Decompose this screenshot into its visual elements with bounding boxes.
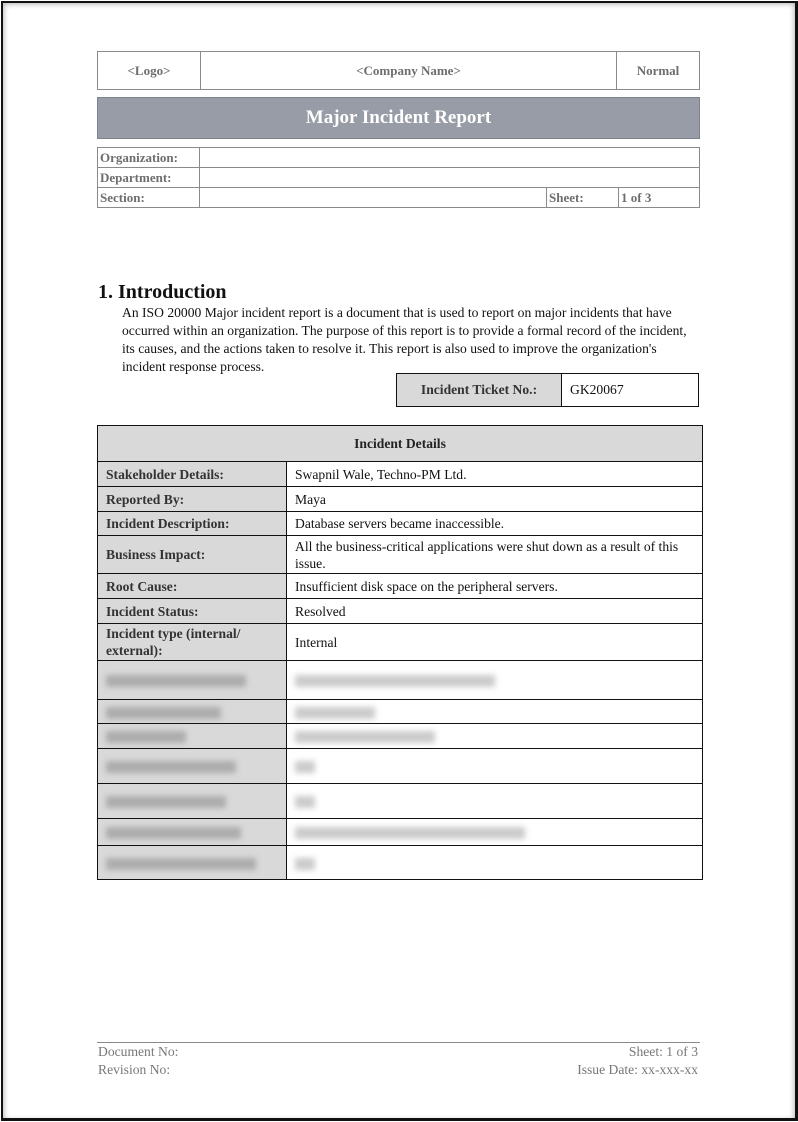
document-title: Major Incident Report — [97, 97, 700, 139]
row-label: Incident Status: — [98, 599, 287, 624]
introduction-body: An ISO 20000 Major incident report is a document that is used to report on major incidents that have occurred within an organization. The purpose of this report is to provide a formal record of the incident, its causes, and the actions taken to resolve it. This report is also used to improve the organization's incident response process. — [122, 305, 687, 374]
footer-sheet: Sheet: 1 of 3 — [628, 1044, 698, 1059]
classification-label: Normal — [636, 62, 680, 78]
section-label: Section: — [98, 188, 200, 208]
redacted-value — [287, 700, 703, 724]
row-label: Reported By: — [98, 487, 287, 512]
row-label: Stakeholder Details: — [98, 462, 287, 487]
redacted-label — [98, 846, 287, 880]
row-value: All the business-critical applications were shut down as a result of this issue. — [287, 536, 703, 574]
row-label: Incident Description: — [98, 512, 287, 536]
footer-revision-no: Revision No: — [98, 1062, 171, 1077]
incident-ticket-box — [396, 373, 699, 407]
footer-document-no: Document No: — [98, 1044, 179, 1059]
sheet-label: Sheet: — [547, 188, 619, 208]
info-table — [97, 147, 700, 208]
row-value: Database servers became inaccessible. — [287, 512, 703, 536]
incident-details-heading: Incident Details — [98, 426, 703, 462]
redacted-label — [98, 784, 287, 819]
redacted-label — [98, 661, 287, 700]
row-value: Insufficient disk space on the peripheral servers. — [287, 574, 703, 599]
footer-issue-date: Issue Date: xx-xxx-xx — [577, 1062, 698, 1077]
row-value: Resolved — [287, 599, 703, 624]
redacted-value — [287, 819, 703, 846]
row-value: Swapnil Wale, Techno-PM Ltd. — [287, 462, 703, 487]
logo-placeholder: <Logo> — [98, 52, 201, 89]
redacted-value — [287, 724, 703, 749]
redacted-label — [98, 700, 287, 724]
section-field[interactable] — [200, 188, 547, 208]
row-label: Business Impact: — [98, 536, 287, 574]
redacted-value — [287, 749, 703, 784]
redacted-label — [98, 819, 287, 846]
redacted-label — [98, 749, 287, 784]
sheet-value: 1 of 3 — [619, 188, 700, 208]
redacted-value — [287, 784, 703, 819]
redacted-value — [287, 846, 703, 880]
ticket-value[interactable]: GK20067 — [570, 382, 624, 397]
ticket-label: Incident Ticket No.: — [397, 374, 562, 406]
department-label: Department: — [98, 168, 200, 188]
footer-divider — [97, 1042, 700, 1043]
row-value: Maya — [287, 487, 703, 512]
introduction-heading: 1. Introduction — [98, 281, 227, 303]
incident-details-table — [97, 425, 703, 880]
redacted-label — [98, 724, 287, 749]
department-field[interactable] — [200, 168, 700, 188]
company-name: <Company Name> — [201, 52, 617, 89]
row-label: Root Cause: — [98, 574, 287, 599]
redacted-value — [287, 661, 703, 700]
row-value: Internal — [287, 624, 703, 661]
row-label: Incident type (internal/ external): — [98, 624, 287, 661]
document-header — [97, 51, 700, 90]
organization-field[interactable] — [200, 148, 700, 168]
organization-label: Organization: — [98, 148, 200, 168]
